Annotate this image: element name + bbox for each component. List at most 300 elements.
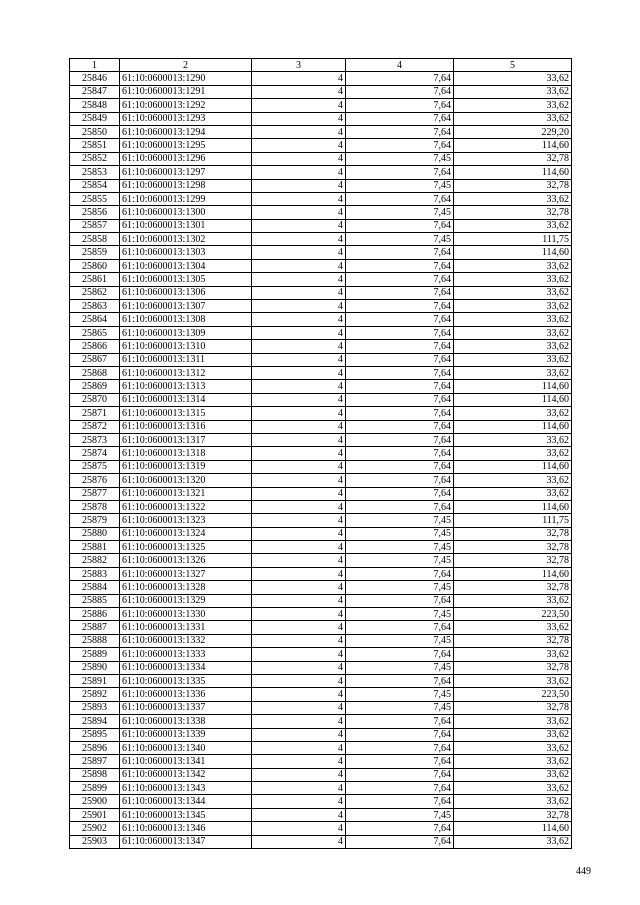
table-row bbox=[70, 99, 572, 112]
table-row bbox=[70, 715, 572, 728]
cadastral-number-cell: 61:10:0600013:1308 bbox=[120, 313, 252, 326]
column-header-5: 5 bbox=[454, 59, 572, 72]
column-3-cell: 4 bbox=[252, 648, 346, 661]
column-3-cell: 4 bbox=[252, 674, 346, 687]
cadastral-number-cell: 61:10:0600013:1305 bbox=[120, 273, 252, 286]
column-4-cell: 7,64 bbox=[346, 166, 454, 179]
column-4-cell: 7,64 bbox=[346, 474, 454, 487]
table-row bbox=[70, 166, 572, 179]
column-5-cell: 32,78 bbox=[454, 152, 572, 165]
table-row bbox=[70, 407, 572, 420]
row-number-cell: 25875 bbox=[70, 460, 120, 473]
table-row bbox=[70, 259, 572, 272]
column-4-cell: 7,64 bbox=[346, 139, 454, 152]
cadastral-number-cell: 61:10:0600013:1330 bbox=[120, 608, 252, 621]
cadastral-number-cell: 61:10:0600013:1317 bbox=[120, 433, 252, 446]
cadastral-number-cell: 61:10:0600013:1334 bbox=[120, 661, 252, 674]
row-number-cell: 25856 bbox=[70, 206, 120, 219]
table-row bbox=[70, 206, 572, 219]
column-3-cell: 4 bbox=[252, 206, 346, 219]
data-table bbox=[69, 58, 572, 849]
column-3-cell: 4 bbox=[252, 393, 346, 406]
table-row bbox=[70, 179, 572, 192]
column-5-cell: 229,20 bbox=[454, 125, 572, 138]
column-4-cell: 7,64 bbox=[346, 72, 454, 85]
cadastral-number-cell: 61:10:0600013:1303 bbox=[120, 246, 252, 259]
table-row bbox=[70, 286, 572, 299]
column-4-cell: 7,64 bbox=[346, 420, 454, 433]
row-number-cell: 25857 bbox=[70, 219, 120, 232]
row-number-cell: 25883 bbox=[70, 567, 120, 580]
table-row bbox=[70, 527, 572, 540]
table-row bbox=[70, 219, 572, 232]
column-4-cell: 7,45 bbox=[346, 701, 454, 714]
table-row bbox=[70, 701, 572, 714]
table-row bbox=[70, 648, 572, 661]
row-number-cell: 25873 bbox=[70, 433, 120, 446]
column-3-cell: 4 bbox=[252, 567, 346, 580]
column-4-cell: 7,64 bbox=[346, 300, 454, 313]
row-number-cell: 25852 bbox=[70, 152, 120, 165]
column-3-cell: 4 bbox=[252, 192, 346, 205]
column-5-cell: 114,60 bbox=[454, 420, 572, 433]
row-number-cell: 25891 bbox=[70, 674, 120, 687]
cadastral-number-cell: 61:10:0600013:1295 bbox=[120, 139, 252, 152]
column-3-cell: 4 bbox=[252, 233, 346, 246]
column-4-cell: 7,64 bbox=[346, 380, 454, 393]
row-number-cell: 25866 bbox=[70, 340, 120, 353]
row-number-cell: 25859 bbox=[70, 246, 120, 259]
table-row bbox=[70, 112, 572, 125]
column-5-cell: 32,78 bbox=[454, 527, 572, 540]
table-row bbox=[70, 795, 572, 808]
column-3-cell: 4 bbox=[252, 715, 346, 728]
cadastral-number-cell: 61:10:0600013:1294 bbox=[120, 125, 252, 138]
column-3-cell: 4 bbox=[252, 701, 346, 714]
column-3-cell: 4 bbox=[252, 246, 346, 259]
table-row bbox=[70, 661, 572, 674]
table-row bbox=[70, 192, 572, 205]
column-5-cell: 33,62 bbox=[454, 795, 572, 808]
column-5-cell: 32,78 bbox=[454, 661, 572, 674]
table-row bbox=[70, 72, 572, 85]
table-row bbox=[70, 634, 572, 647]
column-5-cell: 32,78 bbox=[454, 179, 572, 192]
column-4-cell: 7,64 bbox=[346, 567, 454, 580]
column-5-cell: 33,62 bbox=[454, 768, 572, 781]
row-number-cell: 25868 bbox=[70, 366, 120, 379]
table-row bbox=[70, 313, 572, 326]
column-3-cell: 4 bbox=[252, 447, 346, 460]
table-row bbox=[70, 808, 572, 821]
row-number-cell: 25862 bbox=[70, 286, 120, 299]
column-4-cell: 7,45 bbox=[346, 152, 454, 165]
column-5-cell: 114,60 bbox=[454, 500, 572, 513]
column-4-cell: 7,64 bbox=[346, 728, 454, 741]
column-4-cell: 7,64 bbox=[346, 313, 454, 326]
column-4-cell: 7,64 bbox=[346, 487, 454, 500]
table-row bbox=[70, 755, 572, 768]
column-3-cell: 4 bbox=[252, 313, 346, 326]
column-5-cell: 33,62 bbox=[454, 674, 572, 687]
table-row bbox=[70, 340, 572, 353]
column-4-cell: 7,64 bbox=[346, 99, 454, 112]
cadastral-number-cell: 61:10:0600013:1346 bbox=[120, 822, 252, 835]
column-5-cell: 33,62 bbox=[454, 313, 572, 326]
table-row bbox=[70, 768, 572, 781]
cadastral-number-cell: 61:10:0600013:1304 bbox=[120, 259, 252, 272]
row-number-cell: 25898 bbox=[70, 768, 120, 781]
column-3-cell: 4 bbox=[252, 380, 346, 393]
row-number-cell: 25890 bbox=[70, 661, 120, 674]
column-4-cell: 7,64 bbox=[346, 500, 454, 513]
column-5-cell: 114,60 bbox=[454, 567, 572, 580]
cadastral-number-cell: 61:10:0600013:1299 bbox=[120, 192, 252, 205]
table-body bbox=[70, 72, 572, 849]
cadastral-number-cell: 61:10:0600013:1322 bbox=[120, 500, 252, 513]
table-row bbox=[70, 514, 572, 527]
table-row bbox=[70, 433, 572, 446]
column-header-1: 1 bbox=[70, 59, 120, 72]
column-4-cell: 7,64 bbox=[346, 353, 454, 366]
row-number-cell: 25897 bbox=[70, 755, 120, 768]
column-5-cell: 33,62 bbox=[454, 782, 572, 795]
table-row bbox=[70, 487, 572, 500]
row-number-cell: 25874 bbox=[70, 447, 120, 460]
cadastral-number-cell: 61:10:0600013:1293 bbox=[120, 112, 252, 125]
column-4-cell: 7,64 bbox=[346, 715, 454, 728]
column-3-cell: 4 bbox=[252, 755, 346, 768]
table-row bbox=[70, 741, 572, 754]
column-3-cell: 4 bbox=[252, 300, 346, 313]
page-number: 449 bbox=[576, 866, 591, 877]
column-4-cell: 7,64 bbox=[346, 407, 454, 420]
column-3-cell: 4 bbox=[252, 822, 346, 835]
column-4-cell: 7,64 bbox=[346, 795, 454, 808]
column-5-cell: 33,62 bbox=[454, 353, 572, 366]
column-4-cell: 7,64 bbox=[346, 768, 454, 781]
row-number-cell: 25901 bbox=[70, 808, 120, 821]
column-4-cell: 7,45 bbox=[346, 206, 454, 219]
row-number-cell: 25854 bbox=[70, 179, 120, 192]
table-row bbox=[70, 233, 572, 246]
cadastral-number-cell: 61:10:0600013:1347 bbox=[120, 835, 252, 848]
cadastral-number-cell: 61:10:0600013:1340 bbox=[120, 741, 252, 754]
table-row bbox=[70, 728, 572, 741]
row-number-cell: 25879 bbox=[70, 514, 120, 527]
column-4-cell: 7,64 bbox=[346, 835, 454, 848]
column-4-cell: 7,64 bbox=[346, 112, 454, 125]
cadastral-number-cell: 61:10:0600013:1343 bbox=[120, 782, 252, 795]
column-3-cell: 4 bbox=[252, 286, 346, 299]
column-5-cell: 32,78 bbox=[454, 206, 572, 219]
row-number-cell: 25885 bbox=[70, 594, 120, 607]
column-5-cell: 33,62 bbox=[454, 474, 572, 487]
table-row bbox=[70, 581, 572, 594]
column-5-cell: 33,62 bbox=[454, 594, 572, 607]
table-row bbox=[70, 500, 572, 513]
table-row bbox=[70, 326, 572, 339]
column-4-cell: 7,64 bbox=[346, 393, 454, 406]
cadastral-number-cell: 61:10:0600013:1321 bbox=[120, 487, 252, 500]
column-3-cell: 4 bbox=[252, 808, 346, 821]
column-4-cell: 7,45 bbox=[346, 179, 454, 192]
column-5-cell: 114,60 bbox=[454, 166, 572, 179]
column-5-cell: 33,62 bbox=[454, 300, 572, 313]
column-5-cell: 33,62 bbox=[454, 219, 572, 232]
column-5-cell: 114,60 bbox=[454, 246, 572, 259]
column-3-cell: 4 bbox=[252, 85, 346, 98]
column-4-cell: 7,64 bbox=[346, 782, 454, 795]
column-5-cell: 223,50 bbox=[454, 608, 572, 621]
table-header bbox=[70, 59, 572, 72]
table-row bbox=[70, 300, 572, 313]
column-4-cell: 7,64 bbox=[346, 259, 454, 272]
column-4-cell: 7,64 bbox=[346, 594, 454, 607]
column-5-cell: 33,62 bbox=[454, 741, 572, 754]
table-row bbox=[70, 152, 572, 165]
column-4-cell: 7,64 bbox=[346, 246, 454, 259]
row-number-cell: 25893 bbox=[70, 701, 120, 714]
column-5-cell: 114,60 bbox=[454, 380, 572, 393]
column-3-cell: 4 bbox=[252, 407, 346, 420]
column-3-cell: 4 bbox=[252, 474, 346, 487]
column-5-cell: 33,62 bbox=[454, 340, 572, 353]
table-row bbox=[70, 541, 572, 554]
cadastral-number-cell: 61:10:0600013:1337 bbox=[120, 701, 252, 714]
column-3-cell: 4 bbox=[252, 219, 346, 232]
column-4-cell: 7,64 bbox=[346, 85, 454, 98]
row-number-cell: 25871 bbox=[70, 407, 120, 420]
table-row bbox=[70, 139, 572, 152]
table-row bbox=[70, 85, 572, 98]
row-number-cell: 25886 bbox=[70, 608, 120, 621]
row-number-cell: 25881 bbox=[70, 541, 120, 554]
column-5-cell: 32,78 bbox=[454, 701, 572, 714]
row-number-cell: 25870 bbox=[70, 393, 120, 406]
cadastral-number-cell: 61:10:0600013:1325 bbox=[120, 541, 252, 554]
row-number-cell: 25896 bbox=[70, 741, 120, 754]
column-5-cell: 33,62 bbox=[454, 648, 572, 661]
column-4-cell: 7,45 bbox=[346, 233, 454, 246]
column-4-cell: 7,45 bbox=[346, 688, 454, 701]
row-number-cell: 25846 bbox=[70, 72, 120, 85]
column-3-cell: 4 bbox=[252, 179, 346, 192]
row-number-cell: 25884 bbox=[70, 581, 120, 594]
table-row bbox=[70, 608, 572, 621]
column-5-cell: 33,62 bbox=[454, 447, 572, 460]
row-number-cell: 25858 bbox=[70, 233, 120, 246]
column-5-cell: 32,78 bbox=[454, 634, 572, 647]
cadastral-number-cell: 61:10:0600013:1302 bbox=[120, 233, 252, 246]
table-row bbox=[70, 420, 572, 433]
row-number-cell: 25880 bbox=[70, 527, 120, 540]
column-3-cell: 4 bbox=[252, 487, 346, 500]
column-4-cell: 7,45 bbox=[346, 554, 454, 567]
column-header-3: 3 bbox=[252, 59, 346, 72]
column-5-cell: 33,62 bbox=[454, 112, 572, 125]
table-row bbox=[70, 380, 572, 393]
column-5-cell: 33,62 bbox=[454, 728, 572, 741]
row-number-cell: 25889 bbox=[70, 648, 120, 661]
table-row bbox=[70, 273, 572, 286]
column-3-cell: 4 bbox=[252, 594, 346, 607]
column-3-cell: 4 bbox=[252, 353, 346, 366]
column-5-cell: 33,62 bbox=[454, 99, 572, 112]
column-3-cell: 4 bbox=[252, 72, 346, 85]
column-5-cell: 33,62 bbox=[454, 433, 572, 446]
column-5-cell: 223,50 bbox=[454, 688, 572, 701]
column-5-cell: 33,62 bbox=[454, 326, 572, 339]
column-5-cell: 33,62 bbox=[454, 835, 572, 848]
column-3-cell: 4 bbox=[252, 99, 346, 112]
cadastral-number-cell: 61:10:0600013:1331 bbox=[120, 621, 252, 634]
column-3-cell: 4 bbox=[252, 112, 346, 125]
cadastral-number-cell: 61:10:0600013:1345 bbox=[120, 808, 252, 821]
column-4-cell: 7,45 bbox=[346, 634, 454, 647]
table-row bbox=[70, 474, 572, 487]
cadastral-number-cell: 61:10:0600013:1310 bbox=[120, 340, 252, 353]
cadastral-number-cell: 61:10:0600013:1338 bbox=[120, 715, 252, 728]
column-4-cell: 7,64 bbox=[346, 447, 454, 460]
row-number-cell: 25900 bbox=[70, 795, 120, 808]
cadastral-number-cell: 61:10:0600013:1312 bbox=[120, 366, 252, 379]
column-5-cell: 32,78 bbox=[454, 541, 572, 554]
column-5-cell: 33,62 bbox=[454, 715, 572, 728]
column-3-cell: 4 bbox=[252, 581, 346, 594]
column-4-cell: 7,64 bbox=[346, 755, 454, 768]
table-row bbox=[70, 246, 572, 259]
table-row bbox=[70, 447, 572, 460]
column-5-cell: 114,60 bbox=[454, 822, 572, 835]
row-number-cell: 25894 bbox=[70, 715, 120, 728]
column-5-cell: 33,62 bbox=[454, 85, 572, 98]
column-3-cell: 4 bbox=[252, 634, 346, 647]
cadastral-number-cell: 61:10:0600013:1313 bbox=[120, 380, 252, 393]
cadastral-number-cell: 61:10:0600013:1318 bbox=[120, 447, 252, 460]
column-3-cell: 4 bbox=[252, 340, 346, 353]
row-number-cell: 25888 bbox=[70, 634, 120, 647]
table-row bbox=[70, 688, 572, 701]
column-3-cell: 4 bbox=[252, 125, 346, 138]
row-number-cell: 25860 bbox=[70, 259, 120, 272]
column-5-cell: 111,75 bbox=[454, 233, 572, 246]
column-5-cell: 33,62 bbox=[454, 273, 572, 286]
cadastral-number-cell: 61:10:0600013:1324 bbox=[120, 527, 252, 540]
column-4-cell: 7,64 bbox=[346, 822, 454, 835]
column-5-cell: 111,75 bbox=[454, 514, 572, 527]
column-5-cell: 33,62 bbox=[454, 621, 572, 634]
row-number-cell: 25872 bbox=[70, 420, 120, 433]
column-4-cell: 7,64 bbox=[346, 741, 454, 754]
column-3-cell: 4 bbox=[252, 728, 346, 741]
column-4-cell: 7,45 bbox=[346, 527, 454, 540]
column-5-cell: 33,62 bbox=[454, 72, 572, 85]
table-row bbox=[70, 822, 572, 835]
column-4-cell: 7,64 bbox=[346, 366, 454, 379]
table-row bbox=[70, 460, 572, 473]
header-row bbox=[70, 59, 572, 72]
cadastral-number-cell: 61:10:0600013:1342 bbox=[120, 768, 252, 781]
table-row bbox=[70, 567, 572, 580]
cadastral-number-cell: 61:10:0600013:1328 bbox=[120, 581, 252, 594]
column-4-cell: 7,45 bbox=[346, 661, 454, 674]
column-4-cell: 7,64 bbox=[346, 621, 454, 634]
column-4-cell: 7,45 bbox=[346, 608, 454, 621]
row-number-cell: 25867 bbox=[70, 353, 120, 366]
cadastral-number-cell: 61:10:0600013:1327 bbox=[120, 567, 252, 580]
cadastral-number-cell: 61:10:0600013:1316 bbox=[120, 420, 252, 433]
row-number-cell: 25887 bbox=[70, 621, 120, 634]
column-3-cell: 4 bbox=[252, 554, 346, 567]
column-5-cell: 33,62 bbox=[454, 192, 572, 205]
column-4-cell: 7,64 bbox=[346, 340, 454, 353]
row-number-cell: 25853 bbox=[70, 166, 120, 179]
cadastral-number-cell: 61:10:0600013:1315 bbox=[120, 407, 252, 420]
column-5-cell: 32,78 bbox=[454, 808, 572, 821]
column-3-cell: 4 bbox=[252, 152, 346, 165]
column-3-cell: 4 bbox=[252, 420, 346, 433]
cadastral-number-cell: 61:10:0600013:1319 bbox=[120, 460, 252, 473]
column-header-2: 2 bbox=[120, 59, 252, 72]
column-3-cell: 4 bbox=[252, 259, 346, 272]
column-3-cell: 4 bbox=[252, 795, 346, 808]
table-row bbox=[70, 353, 572, 366]
column-3-cell: 4 bbox=[252, 366, 346, 379]
column-4-cell: 7,64 bbox=[346, 219, 454, 232]
column-4-cell: 7,45 bbox=[346, 541, 454, 554]
row-number-cell: 25861 bbox=[70, 273, 120, 286]
cadastral-number-cell: 61:10:0600013:1300 bbox=[120, 206, 252, 219]
row-number-cell: 25878 bbox=[70, 500, 120, 513]
column-4-cell: 7,45 bbox=[346, 581, 454, 594]
cadastral-number-cell: 61:10:0600013:1341 bbox=[120, 755, 252, 768]
column-4-cell: 7,64 bbox=[346, 192, 454, 205]
row-number-cell: 25850 bbox=[70, 125, 120, 138]
column-5-cell: 114,60 bbox=[454, 393, 572, 406]
row-number-cell: 25903 bbox=[70, 835, 120, 848]
row-number-cell: 25865 bbox=[70, 326, 120, 339]
column-4-cell: 7,64 bbox=[346, 674, 454, 687]
column-5-cell: 33,62 bbox=[454, 286, 572, 299]
column-5-cell: 33,62 bbox=[454, 487, 572, 500]
column-4-cell: 7,64 bbox=[346, 648, 454, 661]
column-4-cell: 7,64 bbox=[346, 460, 454, 473]
cadastral-number-cell: 61:10:0600013:1298 bbox=[120, 179, 252, 192]
table-row bbox=[70, 782, 572, 795]
column-3-cell: 4 bbox=[252, 608, 346, 621]
column-5-cell: 33,62 bbox=[454, 366, 572, 379]
column-3-cell: 4 bbox=[252, 768, 346, 781]
cadastral-number-cell: 61:10:0600013:1336 bbox=[120, 688, 252, 701]
column-3-cell: 4 bbox=[252, 621, 346, 634]
column-4-cell: 7,64 bbox=[346, 433, 454, 446]
table-row bbox=[70, 554, 572, 567]
row-number-cell: 25847 bbox=[70, 85, 120, 98]
row-number-cell: 25895 bbox=[70, 728, 120, 741]
column-3-cell: 4 bbox=[252, 273, 346, 286]
column-3-cell: 4 bbox=[252, 500, 346, 513]
cadastral-number-cell: 61:10:0600013:1291 bbox=[120, 85, 252, 98]
row-number-cell: 25848 bbox=[70, 99, 120, 112]
column-5-cell: 33,62 bbox=[454, 755, 572, 768]
column-3-cell: 4 bbox=[252, 514, 346, 527]
column-4-cell: 7,45 bbox=[346, 514, 454, 527]
column-3-cell: 4 bbox=[252, 741, 346, 754]
row-number-cell: 25869 bbox=[70, 380, 120, 393]
column-3-cell: 4 bbox=[252, 139, 346, 152]
table-row bbox=[70, 621, 572, 634]
